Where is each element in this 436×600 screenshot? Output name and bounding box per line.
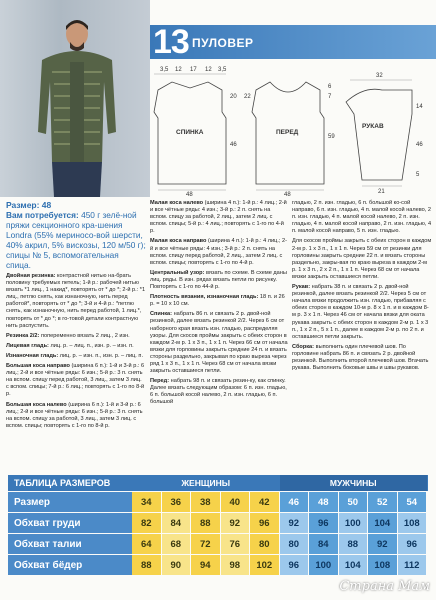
size-table-cell: 112 (398, 555, 428, 575)
size-table-row-label: Обхват груди (8, 513, 132, 533)
sleeve-side-dim-2: 46 (416, 142, 423, 148)
c3-t0: гладью, 2 п. изн. гладью, 6 п. большой ко-сой направо, 6 п. изн. гладью, 4 п. малой косой налево, 2 п. изн. гладью, 4 п. малой косой налево, 2 п. изн. гладью, 4 п. малой косой направо, 2 п. изн. гладью, 4 п. малой косой направо, 5 п. изн. гладью. (292, 200, 432, 235)
c2-h4: Спинка: (150, 311, 173, 318)
size-table-cell: 100 (339, 513, 369, 533)
materials-label: Вам потребуется: (6, 210, 79, 220)
size-table-cell: 98 (221, 555, 251, 575)
c1-t0: контрастной нитью на-брать половину требуемых петель; 1-й р.: рабочей нитью вязать *1 лиц., 1 накид*, повторять от * до *; 2-й р.: *1 лиц., петлю снять, как изнаночную, нить перед работой*, повторять от * до *; 3-й и 4-й р.: *петлю снять, как изнаночную, нить перед работой, 1 лиц.*, повторять от * до *; в го-товой детали контрастную нить распустить. (6, 273, 146, 329)
c1-t5: (ширина 6 п.): 1-й и 3-й р.: 6 лиц.; 2-й и все чётные ряды: 6 изн.; 5-й р.: 3 п. снять на вспом. спицу за работой, 3 лиц., затем 3 лиц. с вспом. спицы; повторять с 1-го по 8-й р. (6, 401, 143, 429)
front-scheme (244, 82, 335, 197)
c2-h5: Перед: (150, 378, 170, 385)
model-photo (0, 0, 150, 197)
back-top-dim-4: 12 (205, 67, 212, 73)
size-table-cell: 96 (250, 513, 280, 533)
front-side-dim-2: 59 (328, 134, 335, 140)
women-header: ЖЕНЩИНЫ (132, 475, 280, 491)
size-table-cell: 104 (339, 555, 369, 575)
instructions-column-3 (292, 200, 432, 372)
back-side-dim-2: 46 (230, 142, 237, 148)
size-table-row (8, 555, 428, 575)
back-bottom-dim: 48 (186, 192, 193, 197)
sleeve-label: РУКАВ (362, 123, 384, 130)
size-table-cell: 36 (162, 492, 192, 512)
watermark: Страна Мам (339, 579, 430, 594)
size-table-title: ТАБЛИЦА РАЗМЕРОВ (8, 475, 132, 491)
sleeve-bottom-dim: 21 (378, 189, 385, 195)
size-line: Размер: 48 (6, 200, 52, 210)
garment-schemes (150, 62, 436, 197)
c1-t1: попеременно вязать 2 лиц., 2 изн. (40, 332, 130, 339)
sleeve-top-dim: 32 (376, 73, 383, 79)
instructions-column-2 (150, 200, 288, 407)
size-table-cell: 102 (250, 555, 280, 575)
size-table-row-label: Обхват талии (8, 534, 132, 554)
materials-text: 450 г зелё-ной пряжи секционного кра-шения Londra (55% мериносо-вой шерсти, 40% акрил, 5% вискозы, 120 м/50 г); спицы № 5, вспомогательная спица. (6, 210, 146, 270)
c1-h3: Изнаночная гладь: (6, 352, 59, 359)
c2-t0: (ширина 4 п.): 1-й р.: 4 лиц.; 2-й и все чётные ряды: 4 изн.; 3-й р.: 2 п. снять на вспом. спицу за работой, 2 лиц., затем 2 лиц. с вспом. спицы; 5-й р.: 4 лиц.; повторять с 1-го по 4-й р. (150, 200, 287, 235)
size-table-cell: 42 (250, 492, 280, 512)
size-table-cell: 90 (162, 555, 192, 575)
c2-h0: Малая коса налево (150, 200, 204, 206)
c1-h2: Лицевая гладь: (6, 342, 49, 349)
front-side-dim-1: 22 (244, 94, 251, 100)
size-table-cell: 34 (132, 492, 162, 512)
materials (6, 210, 146, 270)
size-table-cell: 46 (280, 492, 310, 512)
size-table-cell: 100 (309, 555, 339, 575)
size-table-cell: 80 (280, 534, 310, 554)
size-table-cell: 82 (132, 513, 162, 533)
back-top-dim-5: 3,5 (218, 67, 227, 73)
men-header: МУЖЧИНЫ (280, 475, 428, 491)
size-table-cell: 108 (368, 555, 398, 575)
front-side-dim-3: 7 (328, 94, 332, 100)
size-table-cell: 108 (398, 513, 428, 533)
front-label: ПЕРЕД (276, 129, 299, 136)
size-table-row-label: Обхват бёдер (8, 555, 132, 575)
c1-t3: лиц. р. – изн. п., изн. р. – лиц. п. (59, 352, 143, 359)
size-table-cell: 50 (339, 492, 369, 512)
c2-h1: Малая коса направо (150, 238, 207, 245)
size-table-cell: 64 (132, 534, 162, 554)
back-side-dim-1: 20 (230, 94, 237, 100)
back-top-dim-1: 3,5 (160, 67, 169, 73)
size-table-header (8, 475, 428, 491)
size-table-cell: 96 (280, 555, 310, 575)
back-scheme (154, 67, 237, 197)
size-table-cell: 54 (398, 492, 428, 512)
front-side-dim-4: 6 (328, 84, 332, 90)
size-table-cell: 104 (368, 513, 398, 533)
size-table-cell: 88 (191, 513, 221, 533)
size-table-cell: 80 (250, 534, 280, 554)
size-table-cell: 92 (280, 513, 310, 533)
c2-t3: 18 п. и 26 р. = 10 х 10 см. (150, 294, 285, 308)
c1-h4: Большая коса направо (6, 363, 70, 370)
sleeve-side-dim-1: 14 (416, 104, 423, 110)
c2-t4: набрать 86 п. и связать 2 р. двой-ной резинкой, далее вязать резинкой 2/2. Через 6 см от наборного края вязать изн. гладью, распределяя узоры. Для скосов проймы закрыть с обеих сторон в каждом 2-м р. 1 х 3 п., 1 х 1 п. Через 66 см от начала вязки для горловины закрыть средние 24 п. и вязать стороны раздельно, закрывая по краю выреза через ряд 1 х 3 п., 1 х 1 п. Через 68 см от начала вязки закрыть оставшиеся петли. (150, 311, 288, 375)
c2-h3: Плотность вязания, изнаночная гладь: (150, 294, 259, 301)
c2-t2: вязать по схеме. В схеме даны лиц. ряды. В изн. рядах вязать петли по рисунку. Повторять с 1-го по 44-й р. (150, 269, 287, 291)
size-table-cell: 84 (309, 534, 339, 554)
size-table-cell: 52 (368, 492, 398, 512)
c1-h1: Резинка 2/2: (6, 332, 40, 339)
model-figure (32, 12, 122, 197)
sleeve-scheme (346, 73, 423, 195)
c1-h5: Большая коса налево (6, 401, 67, 408)
pattern-number: 13 (153, 23, 189, 61)
size-table-cell: 96 (398, 534, 428, 554)
size-table-cell: 84 (162, 513, 192, 533)
c3-t2: набрать 38 п. и связать 2 р. двой-ной резинкой, далее вязать резинкой 2/2. Через 5 см от начала вязки продолжить изн. гладью, прибавляя с обеих сторон в каждом 10-м р. 8 х 1 п. и в каждом 8-м р. 3 х 1 п. Через 46 см от начала вязки для окатa рукава закрыть с обеих сторон в каждом 2-м р. 1 х 3 п., 1 х 2 п., 5 х 1 п., далее в каждом 2-м р. по 2 п. и оставшиеся петли закрыть. (292, 284, 429, 340)
c3-h2: Рукав: (292, 284, 311, 291)
instructions-column-1 (6, 200, 146, 430)
c3-t1: Для скосов проймы закрыть с обеих сторон в каждом 2-м р. 1 х 3 п., 1 х 1 п. Через 59 см от резинки для горловины закрыть средние 22 п. и вязать стороны раздельно, закры-вая по краю выреза в каждом 2-м р. 1 х 3 п., 2 х 2 п., 1 х 1 п. Через 68 см от начала вязки закрыть оставшиеся петли. (292, 238, 432, 280)
size-table-row-label: Размер (8, 492, 132, 512)
size-table-row (8, 513, 428, 533)
c1-h0: Двойная резинка: (6, 273, 56, 279)
size-table-cell: 72 (191, 534, 221, 554)
c3-h3: Сборка: (292, 343, 315, 350)
front-bottom-dim: 48 (284, 192, 291, 197)
size-table-cell: 68 (162, 534, 192, 554)
size-table-cell: 92 (368, 534, 398, 554)
size-table (8, 475, 428, 577)
size-table-cell: 92 (221, 513, 251, 533)
c3-t3: выполнить один плечевой шов. По горловине набрать 86 п. и связать 2 р. двойной резинкой. Выполнить второй плечевой шов. Втачать рукава. Выполнить боковые швы и швы рукавов. (292, 343, 429, 372)
size-table-cell: 94 (191, 555, 221, 575)
size-table-cell: 96 (309, 513, 339, 533)
size-table-cell: 40 (221, 492, 251, 512)
size-table-cell: 88 (132, 555, 162, 575)
size-table-cell: 76 (221, 534, 251, 554)
back-top-dim-2: 12 (175, 67, 182, 73)
size-table-cell: 38 (191, 492, 221, 512)
sleeve-side-dim-3: 5 (416, 172, 420, 178)
c2-t1: (ширина 4 п.): 1-й р.: 4 лиц.; 2-й и все чётные ряды: 4 изн.; 3-й р.: 2 п. снять на вспом. спицу перед работой, 2 лиц., затем 2 лиц. с вспом. спицы; повторять с 1-го по 4-й р. (150, 238, 287, 266)
c2-h2: Центральный узор: (150, 269, 205, 276)
c1-t4: (ширина 6 п.): 1-й и 3-й р.: 6 лиц.; 2-й и все чётные ряды: 6 изн.; 5-й р.: 3 п. снять на вспом. спицу перед работой, 3 лиц., затем 3 лиц. с вспом. спицы; 7-й р.: 6 лиц.; повторять с 1-го по 8-й р. (6, 363, 145, 398)
size-table-row (8, 492, 428, 512)
pattern-title: ПУЛОВЕР (192, 36, 254, 50)
back-top-dim-3: 17 (190, 67, 197, 73)
size-table-row (8, 534, 428, 554)
size-table-cell: 48 (309, 492, 339, 512)
size-table-cell: 88 (339, 534, 369, 554)
c2-t5: набрать 98 п. и связать резин-ку, как спинку. Далее вязать следующим образом: 6 п. изн. гладью, 6 п. большой косой налево, 2 п. изн. гладью, 6 п. большой (150, 378, 287, 406)
back-label: СПИНКА (176, 129, 204, 136)
c1-t2: лиц. р. – лиц. п., изн. р. – изн. п. (50, 342, 134, 349)
